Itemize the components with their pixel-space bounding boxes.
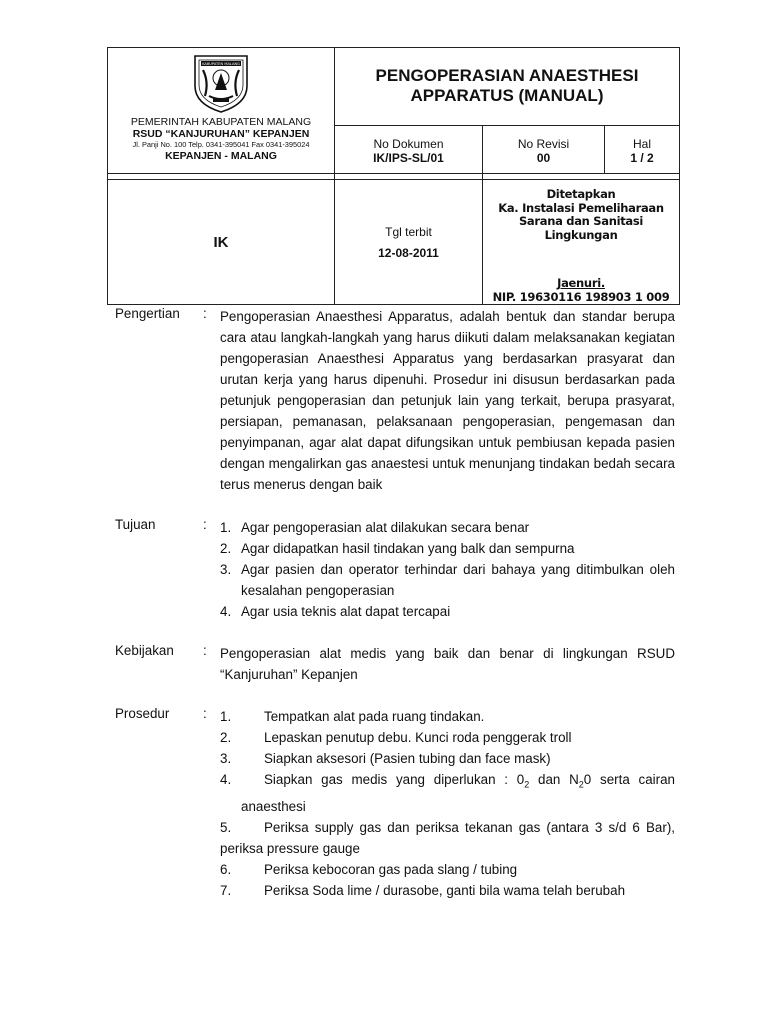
list-item: 3. Siapkan aksesori (Pasien tubing dan face mask) <box>220 751 551 766</box>
hal-cell <box>605 126 680 174</box>
organization-cell <box>108 48 335 174</box>
tgl-label: Tgl terbit <box>385 224 432 239</box>
signer-line-3: Sarana dan Sanitasi Lingkungan <box>518 214 644 242</box>
section-kebijakan <box>115 643 675 685</box>
section-colon: : <box>203 517 207 532</box>
list-item: 7. Periksa Soda lime / durasobe, ganti bila wama telah berubah <box>220 882 626 898</box>
hal-label: Hal <box>633 137 652 151</box>
signer-line-1: Ditetapkan <box>546 187 616 201</box>
signer-name: Jaenuri. <box>557 276 605 290</box>
list-item: 3. Agar pasien dan operator terhindar dari bahaya yang ditimbulkan oleh kesalahan pengoperasian <box>220 562 675 598</box>
section-prosedur <box>115 706 675 901</box>
revisi-cell <box>483 126 605 174</box>
section-colon: : <box>203 643 207 658</box>
list-item: 2. Lepaskan penutup debu. Kunci roda penggerak troll <box>220 730 572 745</box>
pengertian-text: Pengoperasian Anaesthesi Apparatus, adalah bentuk dan standar berupa cara atau langkah-langkah yang harus diikuti dalam melaksanakan kegiatan pengoperasian Anaesthesi Apparatus yang berdasarkan prasyarat dan urutan kerja yang harus dipenuhi. Prosedur ini disusun berdasarkan pada petunjuk pengoperasian dan petunjuk lain yang terkait, berupa prasyarat, persiapan, pemanasan, pelaksanaan pengoperasian, pengemasan dan penyimpanan, agar alat dapat difungsikan untuk pembiusan kepada pasien dengan mengalirkan gas anaestesi untuk menunjang tindakan bedah secara terus menerus dengan baik <box>220 309 675 492</box>
section-label: Pengertian <box>115 306 180 321</box>
dokumen-cell <box>335 126 483 174</box>
document-title <box>335 48 680 126</box>
kebijakan-text: Pengoperasian alat medis yang baik dan benar di lingkungan RSUD “Kanjuruhan” Kepanjen <box>220 646 675 682</box>
kabupaten-malang-logo <box>189 52 253 114</box>
hospital-address: Jl. Panji No. 100 Telp. 0341-395041 Fax 0341-395024 <box>132 140 310 149</box>
hospital-name: RSUD “KANJURUHAN” KEPANJEN <box>132 128 310 140</box>
hospital-city: KEPANJEN - MALANG <box>165 150 277 162</box>
ik-label: IK <box>108 180 335 305</box>
tgl-value: 12-08-2011 <box>378 245 439 260</box>
section-pengertian <box>115 306 675 495</box>
signer-nip: NIP. 19630116 198903 1 009 <box>492 289 670 304</box>
section-label: Kebijakan <box>115 643 174 658</box>
document-body <box>115 306 675 901</box>
list-item: 4. Siapkan gas medis yang diperlukan : $0_2$ dan $N_20$ serta cairan anaesthesi <box>220 772 675 814</box>
section-tujuan <box>115 517 675 622</box>
list-item: 5. Periksa supply gas dan periksa tekanan gas (antara 3 s/d 6 Bar), periksa pressure gauge <box>220 819 675 856</box>
org-name-line: PEMERINTAH KABUPATEN MALANG <box>130 116 312 128</box>
list-item: 1. Agar pengoperasian alat dilakukan secara benar <box>220 520 530 535</box>
signer-cell <box>483 180 680 305</box>
revisi-label: No Revisi <box>517 137 570 151</box>
signer-line-2: Ka. Instalasi Pemeliharaan <box>498 200 664 215</box>
list-item: 1. Tempatkan alat pada ruang tindakan. <box>220 709 485 724</box>
section-colon: : <box>203 306 207 321</box>
dokumen-value: IK/IPS-SL/01 <box>373 151 444 165</box>
title-line-2: APPARATUS (MANUAL) <box>410 86 604 105</box>
hal-value: 1 / 2 <box>630 151 654 165</box>
revisi-value: 00 <box>536 151 551 165</box>
section-colon: : <box>203 706 207 721</box>
section-label: Tujuan <box>115 517 156 532</box>
list-item: 6. Periksa kebocoran gas pada slang / tubing <box>220 861 518 877</box>
title-line-1: PENGOPERASIAN ANAESTHESI <box>375 66 639 85</box>
document-header <box>107 47 679 304</box>
list-item: 2. Agar didapatkan hasil tindakan yang balk dan sempurna <box>220 541 575 556</box>
tgl-cell <box>335 180 483 305</box>
list-item: 4. Agar usia teknis alat dapat tercapai <box>220 604 451 619</box>
section-label: Prosedur <box>115 706 170 721</box>
svg-text:KABUPATEN MALANG: KABUPATEN MALANG <box>202 62 240 66</box>
dokumen-label: No Dokumen <box>373 137 444 151</box>
